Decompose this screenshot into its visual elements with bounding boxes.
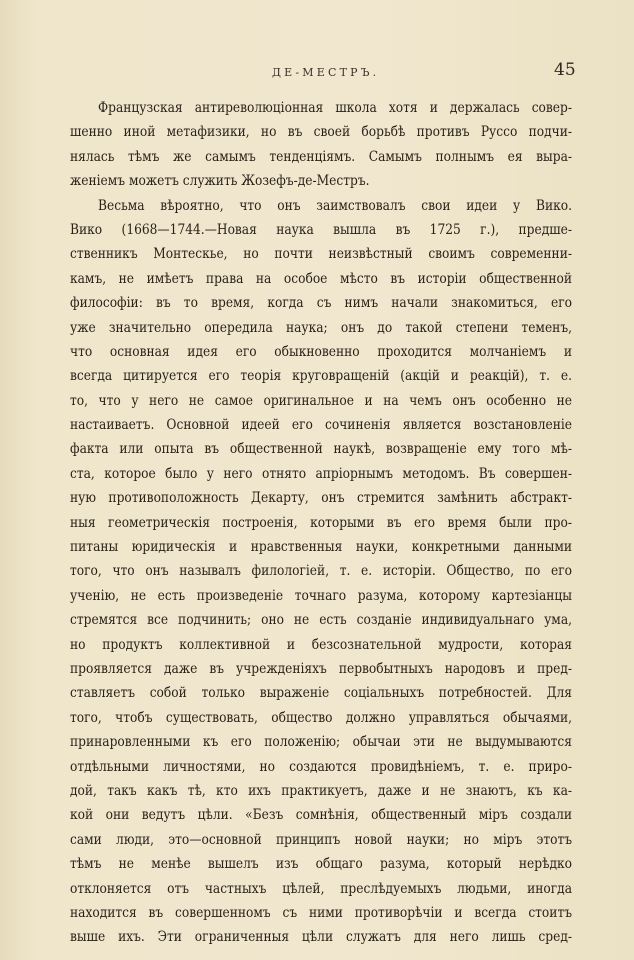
text-line: ную противоположность Декарту, онъ стремится замѣнить абстракт- xyxy=(70,490,572,507)
text-line: дой, такъ какъ тѣ, кто ихъ практикуетъ, даже и не знаютъ, къ ка- xyxy=(70,782,572,799)
text-line: Французская антиреволюціонная школа хотя и держалась совер- xyxy=(98,100,572,116)
text-line: уже значительно опередила наука; онъ до такой степени теменъ, xyxy=(70,319,572,336)
page-header xyxy=(0,60,634,84)
text-line: отклоняется отъ частныхъ цѣлей, преслѣдуемыхъ людьми, иногда xyxy=(70,880,572,897)
text-line: сами люди, это—основной принципъ новой науки; но міръ этотъ xyxy=(70,831,572,848)
text-line: Весьма вѣроятно, что онъ заимствовалъ свои идеи у Вико. xyxy=(98,197,572,214)
text-line: тѣмъ не менѣе вышелъ изъ общаго разума, который нерѣдко xyxy=(70,856,572,873)
text-line: всегда цитируется его теорія круговращеній (акцій и реакцій), т. е. xyxy=(70,368,572,385)
text-line: женіемъ можетъ служить Жозефъ-де-Местръ. xyxy=(70,173,370,190)
text-line: то, что у него не самое оригинальное и на чемъ онъ особенно не xyxy=(70,392,572,409)
text-line: факта или опыта въ общественной наукѣ, возвращеніе ему того мѣ- xyxy=(70,441,572,458)
text-line: выше ихъ. Эти ограниченныя цѣли служатъ для него лишь сред- xyxy=(70,929,572,946)
text-line: ставляетъ собой только выраженіе соціальныхъ потребностей. Для xyxy=(70,685,572,702)
running-title: ДЕ-МЕСТРЪ. xyxy=(272,66,380,79)
text-body xyxy=(70,96,572,950)
text-line: находится въ совершенномъ съ ними противорѣчіи и всегда стоитъ xyxy=(70,904,572,921)
text-line: ста, которое было у него отнято апріорнымъ методомъ. Въ совершен- xyxy=(70,465,572,482)
text-line: того, чтобъ существовать, общество должно управляться обычаями, xyxy=(70,709,572,726)
text-line: что основная идея его обыкновенно проходится молчаніемъ и xyxy=(70,343,572,360)
text-line: шенно иной метафизики, но въ своей борьбѣ противъ Руссо подчи- xyxy=(70,124,572,141)
text-line: Вико (1668—1744.—Новая наука вышла въ 1725 г.), предше- xyxy=(70,221,572,238)
page-number: 45 xyxy=(554,60,576,80)
text-line: проявляется даже въ учрежденіяхъ первобытныхъ народовъ и пред- xyxy=(70,660,572,677)
text-line: питаны юридическія и нравственныя науки, конкретными данными xyxy=(70,539,572,556)
text-line: отдѣльными личностями, но создаются провидѣніемъ, т. е. приро- xyxy=(70,758,572,775)
text-line: но продуктъ коллективной и безсознательной мудрости, которая xyxy=(70,636,572,653)
text-line: стремятся все подчинить; оно не есть созданіе индивидуальнаго ума, xyxy=(70,612,572,629)
text-line: ныя геометрическія построенія, которыми въ его время были про- xyxy=(70,514,572,531)
text-line: принаровленными къ его положенію; обычаи эти не выдумываются xyxy=(70,734,572,751)
text-line: нялась тѣмъ же самымъ тенденціямъ. Самымъ полнымъ ея выра- xyxy=(70,148,572,165)
paragraph-2 xyxy=(70,194,572,950)
text-line: ственникъ Монтескье, но почти неизвѣстный своимъ современни- xyxy=(70,246,572,263)
text-line: настаиваетъ. Основной идеей его сочиненія является возстановленіе xyxy=(70,417,572,434)
text-line: философіи: въ то время, когда съ нимъ начали знакомиться, его xyxy=(70,295,572,312)
text-line: ученію, не есть произведеніе точнаго разума, которому картезіанцы xyxy=(70,587,572,604)
text-line: того, что онъ называлъ филологіей, т. е. исторіи. Общество, по его xyxy=(70,563,572,580)
text-line: камъ, не имѣетъ права на особое мѣсто въ исторіи общественной xyxy=(70,270,572,287)
paragraph-1 xyxy=(70,96,572,194)
text-line: кой они ведутъ цѣли. «Безъ сомнѣнія, общественный міръ создали xyxy=(70,807,572,824)
